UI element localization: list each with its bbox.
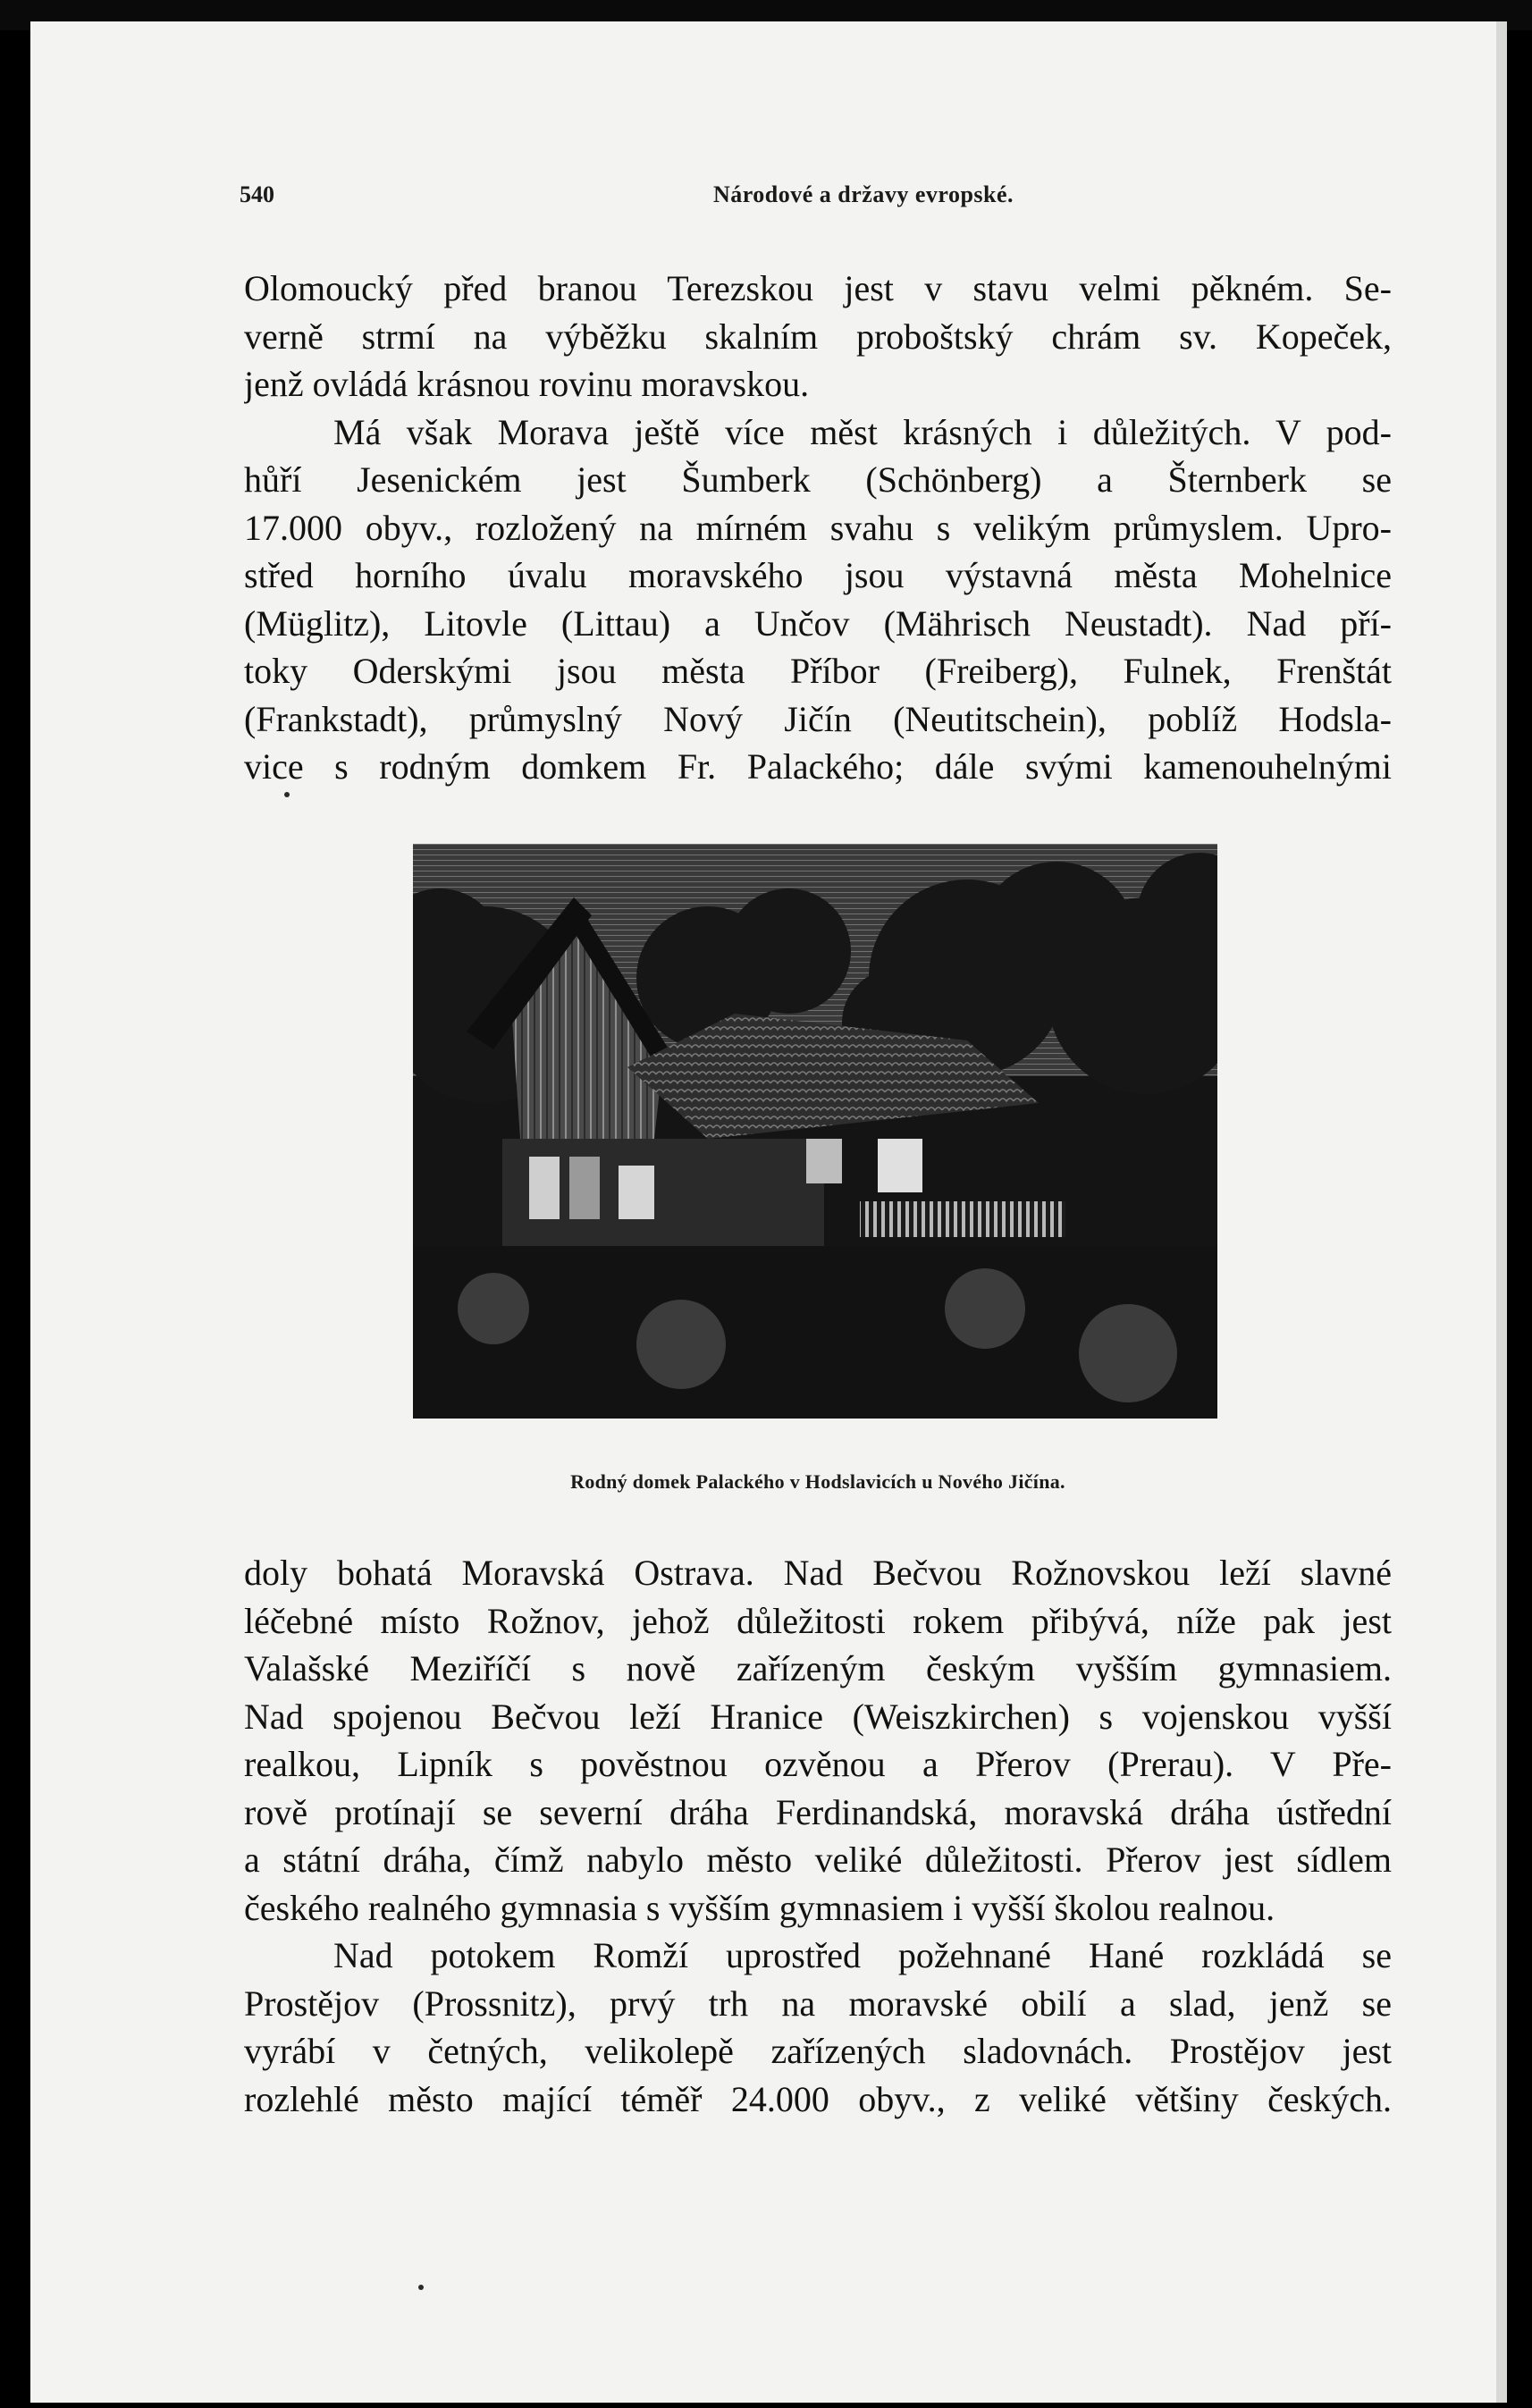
- running-title: Národové a državy evropské.: [712, 181, 1014, 207]
- figure-caption: Rodný domek Palackého v Hodslavicích u Nového Jičína.: [570, 1470, 1065, 1493]
- page-header: [240, 181, 1402, 217]
- scan-speck: [284, 792, 290, 797]
- text-line: léčebné místo Rožnov, jehož důležitosti rokem přibývá, níže pak jest: [244, 1600, 1392, 1641]
- text-line: (Müglitz), Litovle (Littau) a Unčov (Mährisch Neustadt). Nad pří-: [244, 602, 1392, 644]
- text-line: 17.000 obyv., rozložený na mírném svahu s velikým průmyslem. Upro-: [244, 507, 1392, 548]
- text-line: rově protínají se severní dráha Ferdinandská, moravská dráha ústřední: [244, 1791, 1392, 1832]
- text-line: rozlehlé město mající téměř 24.000 obyv., z veliké většiny českých.: [244, 2078, 1392, 2119]
- text-line: Valašské Meziříčí s nově zařízeným českým vyšším gymnasiem.: [244, 1648, 1392, 1688]
- text-line: střed horního úvalu moravského jsou výstavná města Mohelnice: [244, 555, 1392, 595]
- text-line: vyrábí v četných, velikolepě zařízených sladovnách. Prostějov jest: [244, 2031, 1392, 2071]
- text-line: Prostějov (Prossnitz), prvý trh na moravské obilí a slad, jenž se: [244, 1983, 1392, 2024]
- page-edge: [1496, 21, 1507, 2403]
- text-line: verně strmí na výběžku skalním proboštský chrám sv. Kopeček,: [244, 316, 1392, 357]
- text-line: Olomoucký před branou Terezskou jest v stavu velmi pěkném. Se-: [244, 268, 1392, 308]
- text-line: doly bohatá Moravská Ostrava. Nad Bečvou Rožnovskou leží slavné: [244, 1553, 1392, 1593]
- page-number: 540: [240, 181, 274, 207]
- text-line: českého realného gymnasia s vyšším gymnasiem i vyšší školou realnou.: [244, 1887, 1275, 1928]
- picket-fence: [860, 1201, 1065, 1237]
- text-line: (Frankstadt), průmyslný Nový Jičín (Neutitschein), poblíž Hodsla-: [244, 698, 1392, 739]
- text-line: hůří Jesenickém jest Šumberk (Schönberg) a Šternberk se: [244, 459, 1392, 500]
- text-line: Má však Morava ještě více měst krásných i důležitých. V pod-: [333, 411, 1392, 452]
- house-illustration: [413, 844, 1217, 1419]
- text-block-bottom: [244, 1549, 1392, 2123]
- text-line: jenž ovládá krásnou rovinu moravskou.: [244, 364, 810, 404]
- scan-speck: [418, 2285, 424, 2290]
- text-line: vice s rodným domkem Fr. Palackého; dále svými kamenouhelnými: [244, 746, 1392, 787]
- text-line: Nad spojenou Bečvou leží Hranice (Weiszkirchen) s vojenskou vyšší: [244, 1696, 1392, 1737]
- text-line: toky Oderskými jsou města Příbor (Freiberg), Fulnek, Frenštát: [244, 651, 1392, 691]
- text-block-top: [244, 265, 1392, 791]
- text-line: a státní dráha, čímž nabylo město veliké důležitosti. Přerov jest sídlem: [244, 1840, 1392, 1880]
- text-line: Nad potokem Romží uprostřed požehnané Hané rozkládá se: [333, 1935, 1392, 1975]
- text-line: realkou, Lipník s pověstnou ozvěnou a Přerov (Prerau). V Pře-: [244, 1744, 1392, 1784]
